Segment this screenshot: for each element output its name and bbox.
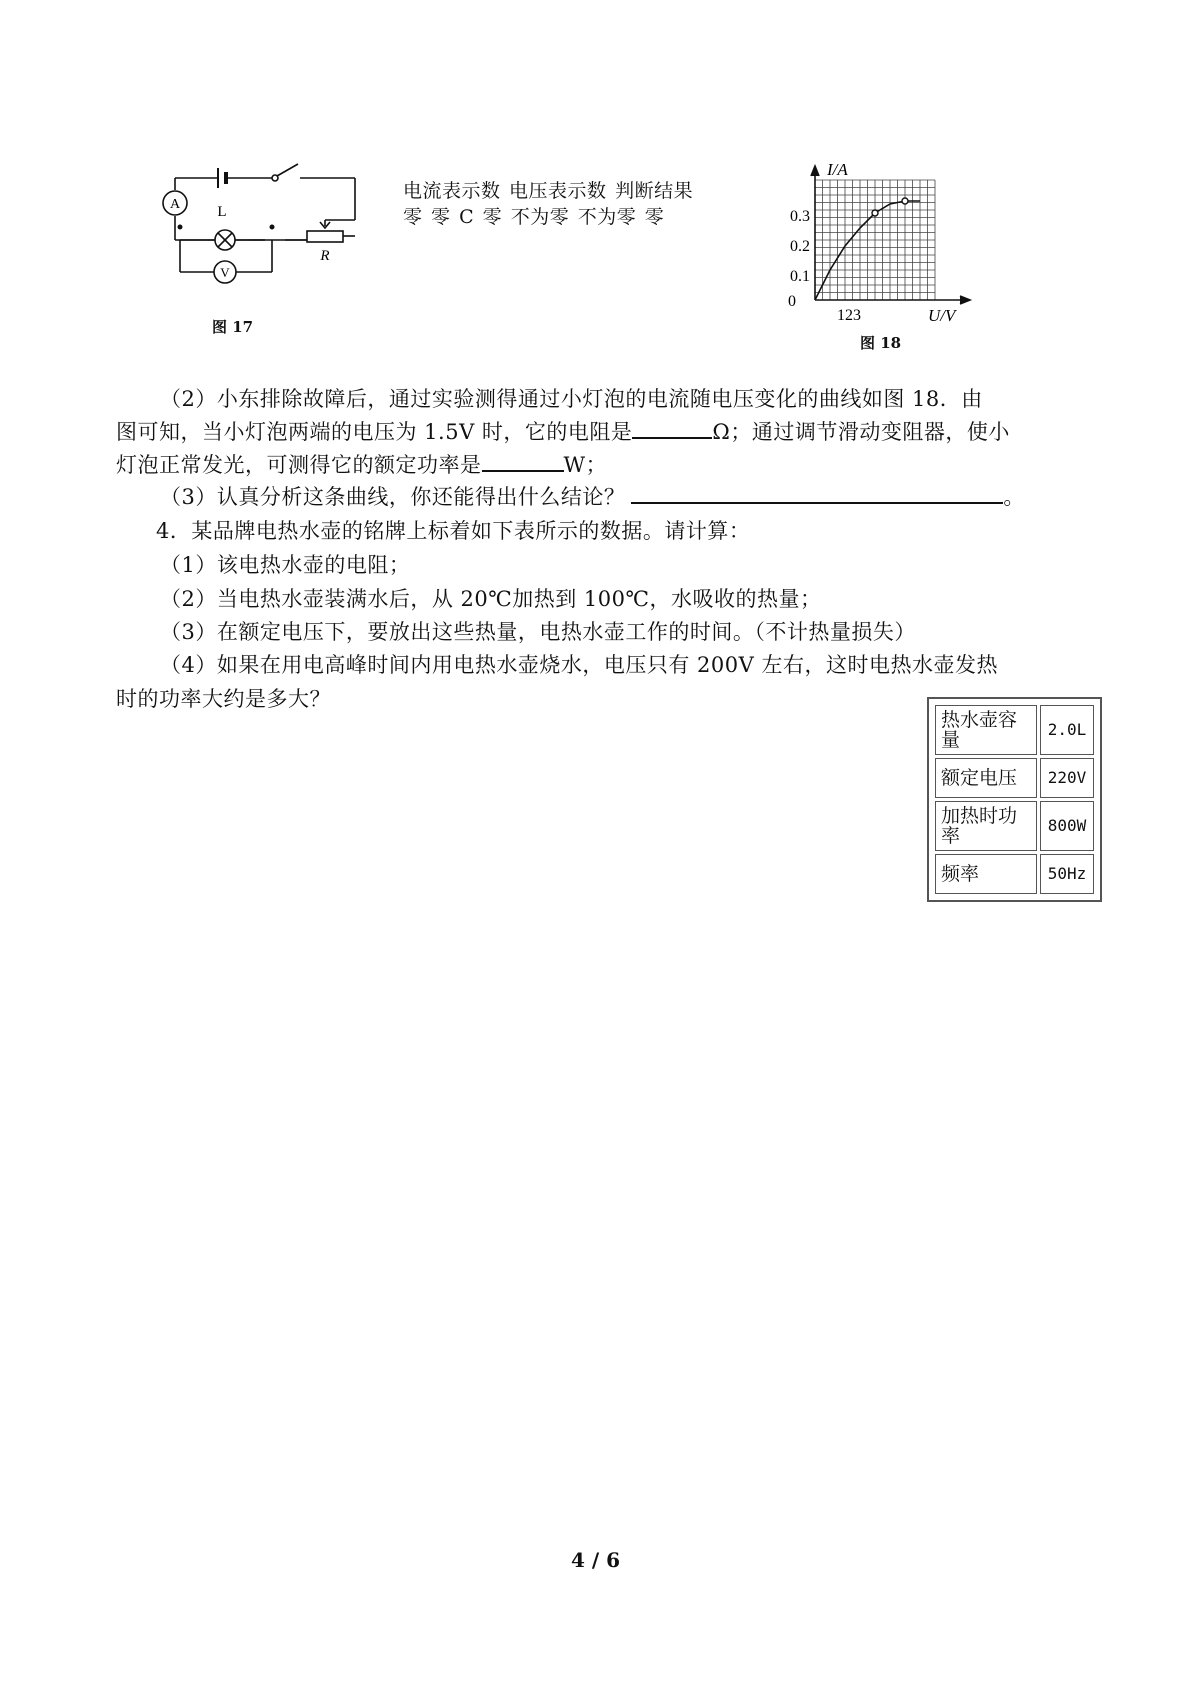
nameplate-label: 加热时功率 (935, 801, 1037, 851)
table-row (935, 705, 1094, 755)
table-row (935, 801, 1094, 851)
page-number: 4 / 6 (570, 1548, 621, 1572)
y-tick-label: 0.1 (790, 268, 810, 285)
circuit-diagram (150, 160, 370, 300)
q2-line2 (116, 415, 1010, 449)
table-row (935, 758, 1094, 798)
lamp-symbol (215, 230, 235, 250)
data-point (902, 198, 908, 204)
iu-graph (770, 160, 1000, 330)
rheostat-label: R (320, 248, 330, 264)
result-table-header: 电流表示数 电压表示数 判断结果 (403, 180, 694, 202)
q4-intro: 4．某品牌电热水壶的铭牌上标着如下表所示的数据。请计算： (156, 519, 751, 543)
origin-label: 0 (788, 293, 796, 310)
nameplate-label: 热水壶容量 (935, 705, 1037, 755)
q4-part4-line2: 时的功率大约是多大？ (116, 687, 331, 711)
nameplate-label: 额定电压 (935, 758, 1037, 798)
y-axis-label: I/A (827, 160, 848, 179)
q2-line1: （2）小东排除故障后，通过实验测得通过小灯泡的电流随电压变化的曲线如图 18．由 (160, 387, 983, 411)
q3-text: （3）认真分析这条曲线，你还能得出什么结论？ (160, 485, 626, 509)
resistance-answer-blank[interactable] (632, 415, 712, 439)
q2-line3-text: W； (563, 453, 608, 477)
q3-line (160, 480, 1025, 514)
q4-part4-line1: （4）如果在用电高峰时间内用电热水壶烧水，电压只有 200V 左右，这时电热水壶发热 (160, 653, 998, 677)
nameplate-value: 2.0L (1040, 705, 1094, 755)
nameplate-value: 800W (1040, 801, 1094, 851)
voltmeter-label: V (220, 265, 230, 280)
q3-text: 。 (1003, 485, 1025, 509)
q2-line3-text: 灯泡正常发光，可测得它的额定功率是 (116, 453, 482, 477)
data-point (872, 210, 878, 216)
junction-dot (178, 225, 183, 230)
lamp-label: L (217, 204, 227, 220)
ammeter-label: A (169, 197, 181, 212)
power-answer-blank[interactable] (482, 448, 564, 472)
figure18-caption: 图 18 (860, 334, 902, 352)
graph-grid (815, 180, 935, 300)
junction-dot (270, 225, 275, 230)
table-row (935, 854, 1094, 894)
result-table-row: 零 零 C 零 不为零 不为零 零 (403, 206, 665, 228)
x-axis-label: U/V (928, 306, 956, 325)
y-tick-label: 0.3 (790, 208, 810, 225)
q4-part1: （1）该电热水壶的电阻； (160, 553, 411, 577)
q2-line2-text: Ω；通过调节滑动变阻器，使小 (712, 420, 1010, 444)
conclusion-answer-blank[interactable] (631, 480, 1003, 504)
q4-part3: （3）在额定电压下，要放出这些热量，电热水壶工作的时间。（不计热量损失） (160, 620, 916, 644)
nameplate-value: 50Hz (1040, 854, 1094, 894)
nameplate-label: 频率 (935, 854, 1037, 894)
x-tick-labels: 123 (837, 307, 861, 324)
y-tick-label: 0.2 (790, 238, 810, 255)
nameplate-table (927, 697, 1102, 902)
figure17-caption: 图 17 (212, 318, 254, 336)
nameplate-value: 220V (1040, 758, 1094, 798)
q2-line3 (116, 448, 607, 482)
q4-part2: （2）当电热水壶装满水后，从 20℃加热到 100℃，水吸收的热量； (160, 587, 822, 611)
q2-line2-text: 图可知，当小灯泡两端的电压为 1.5V 时，它的电阻是 (116, 420, 633, 444)
